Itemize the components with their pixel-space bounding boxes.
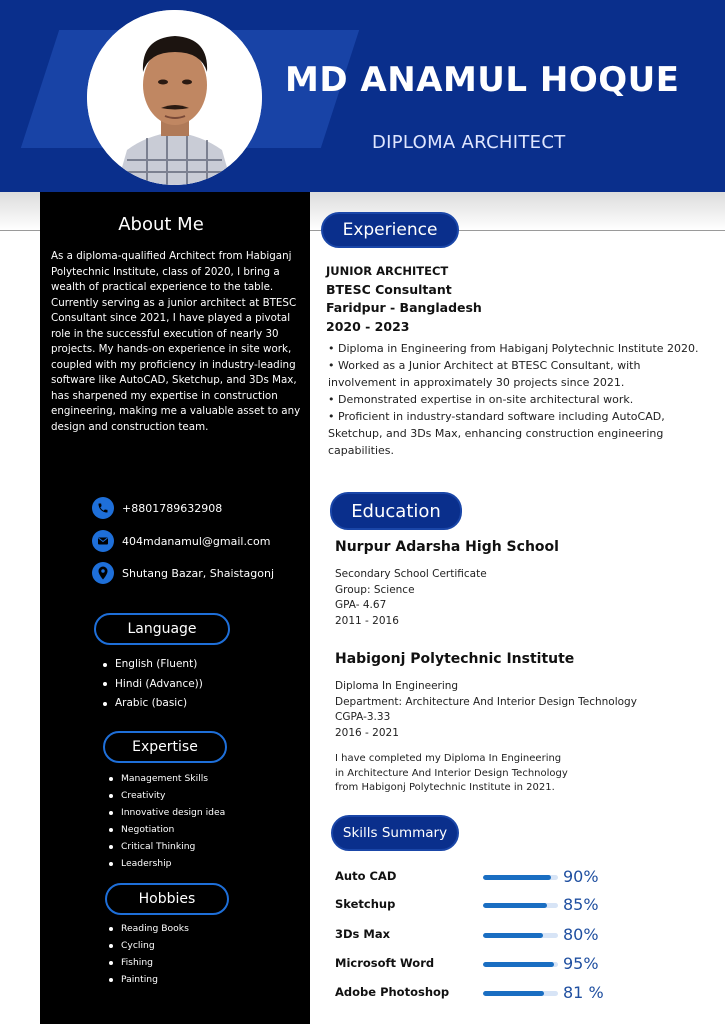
list-item: English (Fluent) bbox=[103, 655, 203, 675]
list-item: Critical Thinking bbox=[109, 838, 225, 855]
skill-percent: 81 % bbox=[563, 983, 604, 1002]
phone-icon bbox=[92, 497, 114, 519]
education-note bbox=[335, 752, 568, 796]
school-detail-line: Diploma In Engineering bbox=[335, 680, 459, 692]
skill-bar bbox=[483, 962, 558, 967]
phone-number: +8801789632908 bbox=[122, 501, 223, 515]
skill-bar-fill bbox=[483, 933, 543, 938]
about-paragraph: As a diploma-qualified Architect from Habiganj Polytechnic Institute, class of 2020, I bring a wealth of practical experience to the table. Currently serving as a junior architect at BTESC Consultant since 2021, I have played a pivotal role in the successful execution of nearly 30 projects. My hands-on experience in site work, coupled with my proficiency in industry-leading software like AutoCAD, Sketchup, and 3Ds Max, has sharpened my expertise in construction engineering, making me a valuable asset to any design and construction team. bbox=[51, 250, 301, 433]
list-item: Reading Books bbox=[109, 920, 189, 937]
skill-row bbox=[335, 983, 635, 1003]
skill-percent: 95% bbox=[563, 954, 599, 973]
school-detail-line: Group: Science bbox=[335, 583, 415, 596]
skill-name: Microsoft Word bbox=[335, 956, 435, 970]
school-detail-line: CGPA-3.33 bbox=[335, 711, 391, 723]
list-item: Hindi (Advance)) bbox=[103, 675, 203, 695]
education-heading: Education bbox=[330, 492, 462, 530]
location-pin-icon bbox=[92, 562, 114, 584]
skill-row bbox=[335, 895, 635, 915]
note-line: in Architecture And Interior Design Technology bbox=[335, 767, 568, 779]
list-item: Creativity bbox=[109, 787, 225, 804]
person-name: MD ANAMUL HOQUE bbox=[285, 60, 680, 100]
skill-percent: 85% bbox=[563, 895, 599, 914]
job-location: Faridpur - Bangladesh bbox=[326, 300, 482, 315]
skill-name: 3Ds Max bbox=[335, 927, 391, 941]
skill-row bbox=[335, 954, 635, 974]
skill-bar-fill bbox=[483, 875, 551, 880]
experience-bullet: • Diploma in Engineering from Habiganj Polytechnic Institute 2020. bbox=[328, 342, 699, 355]
skill-bar-fill bbox=[483, 962, 554, 967]
list-item: Negotiation bbox=[109, 821, 225, 838]
skill-name: Sketchup bbox=[335, 897, 396, 911]
list-item: Management Skills bbox=[109, 770, 225, 787]
school-detail-line: 2011 - 2016 bbox=[335, 614, 399, 627]
experience-bullet: • Demonstrated expertise in on-site architectural work. bbox=[328, 393, 634, 406]
expertise-list bbox=[109, 770, 225, 872]
skill-bar bbox=[483, 991, 558, 996]
contact-phone[interactable] bbox=[92, 496, 222, 520]
experience-bullet: • Worked as a Junior Architect at BTESC Consultant, with involvement in approximately 30 projects since 2021. bbox=[328, 359, 641, 389]
list-item: Arabic (basic) bbox=[103, 694, 203, 714]
language-list bbox=[103, 655, 203, 714]
school-detail-line: GPA- 4.67 bbox=[335, 599, 387, 611]
email-address: 404mdanamul@gmail.com bbox=[122, 534, 271, 548]
experience-bullets bbox=[328, 340, 703, 459]
skill-row bbox=[335, 925, 635, 945]
skill-bar bbox=[483, 933, 558, 938]
skill-bar-fill bbox=[483, 903, 547, 908]
hobbies-list bbox=[109, 920, 189, 988]
skill-row bbox=[335, 867, 635, 887]
list-item: Painting bbox=[109, 971, 189, 988]
list-item: Innovative design idea bbox=[109, 804, 225, 821]
school-name: Habigonj Polytechnic Institute bbox=[335, 651, 575, 667]
school-name: Nurpur Adarsha High School bbox=[335, 539, 559, 555]
contact-address bbox=[92, 561, 274, 585]
hobbies-heading: Hobbies bbox=[105, 883, 229, 915]
experience-heading: Experience bbox=[321, 212, 459, 248]
list-item: Fishing bbox=[109, 954, 189, 971]
list-item: Leadership bbox=[109, 855, 225, 872]
skill-bar bbox=[483, 875, 558, 880]
skills-heading: Skills Summary bbox=[331, 815, 459, 851]
skill-name: Auto CAD bbox=[335, 869, 397, 883]
school-detail-line: Secondary School Certificate bbox=[335, 568, 487, 580]
email-icon bbox=[92, 530, 114, 552]
skill-percent: 80% bbox=[563, 925, 599, 944]
sidebar bbox=[40, 192, 310, 1024]
address-text: Shutang Bazar, Shaistagonj bbox=[122, 566, 275, 580]
skill-bar bbox=[483, 903, 558, 908]
school-details bbox=[335, 567, 487, 629]
job-company: BTESC Consultant bbox=[326, 281, 452, 297]
school-detail-line: 2016 - 2021 bbox=[335, 726, 399, 739]
expertise-heading: Expertise bbox=[103, 731, 227, 763]
job-position: JUNIOR ARCHITECT bbox=[326, 264, 449, 278]
list-item: Cycling bbox=[109, 937, 189, 954]
job-period: 2020 - 2023 bbox=[326, 318, 410, 334]
skill-bar-fill bbox=[483, 991, 544, 996]
note-line: from Habigonj Polytechnic Institute in 2021. bbox=[335, 782, 555, 793]
skill-percent: 90% bbox=[563, 867, 599, 886]
about-heading: About Me bbox=[118, 214, 204, 235]
school-detail-line: Department: Architecture And Interior Design Technology bbox=[335, 695, 637, 708]
experience-bullet: • Proficient in industry-standard software including AutoCAD, Sketchup, and 3Ds Max, enhancing construction engineering capabilities. bbox=[328, 410, 665, 457]
profile-photo bbox=[87, 10, 262, 185]
skill-name: Adobe Photoshop bbox=[335, 985, 450, 999]
job-title: DIPLOMA ARCHITECT bbox=[372, 132, 566, 153]
note-line: I have completed my Diploma In Engineering bbox=[335, 753, 562, 764]
language-heading: Language bbox=[94, 613, 230, 645]
job-block bbox=[326, 262, 482, 336]
school-details bbox=[335, 679, 637, 741]
contact-email[interactable] bbox=[92, 529, 270, 553]
